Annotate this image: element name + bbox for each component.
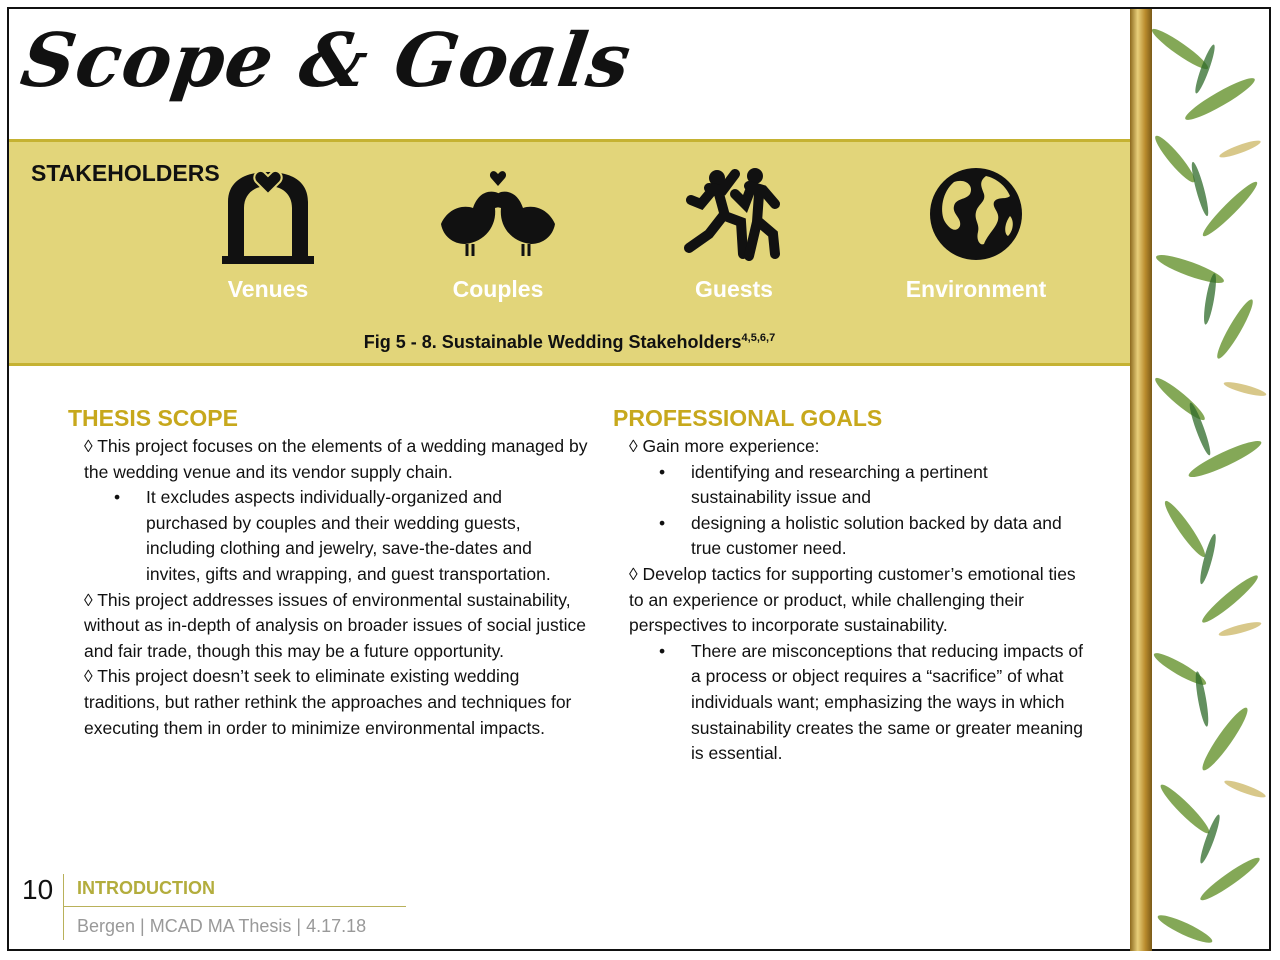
globe-icon — [926, 164, 1026, 264]
thesis-scope-paragraph-1: ◊ This project focuses on the elements of a wedding managed by the wedding venue and its vendor supply chain. — [84, 436, 588, 482]
love-birds-icon — [433, 164, 563, 264]
bullet-text: There are misconceptions that reducing impacts of a process or object requires a “sacrifice” of what individuals want; emphasizing the ways in which sustainability creates the same or greater meaning is essential. — [691, 640, 1084, 764]
wedding-arch-icon — [218, 164, 318, 264]
footer-divider-vertical — [63, 874, 64, 940]
stakeholders-band — [9, 139, 1130, 366]
bullet-text: designing a holistic solution backed by data and true customer need. — [691, 512, 1062, 559]
footer-meta: Bergen | MCAD MA Thesis | 4.17.18 — [77, 916, 367, 936]
bullet-dot: • — [659, 640, 666, 661]
figure-caption — [9, 332, 1130, 353]
bullet-dot: • — [659, 512, 666, 533]
thesis-scope-column — [68, 404, 588, 741]
stakeholder-name: Guests — [695, 276, 773, 302]
bullet-dot: • — [659, 461, 666, 482]
professional-goals-bullet-1 — [613, 460, 1088, 511]
figure-caption-text: Fig 5 - 8. Sustainable Wedding Stakeholders — [363, 332, 742, 352]
professional-goals-paragraph-2: ◊ Develop tactics for supporting customer’s emotional ties to an experience or product, while challenging their perspectives to incorporate sustainability. — [629, 563, 1076, 636]
professional-goals-bullet-2 — [613, 511, 1088, 562]
bullet-dot: • — [114, 487, 121, 508]
dancing-people-icon — [679, 164, 789, 264]
professional-goals-bullet-3 — [613, 639, 1088, 767]
stakeholder-couples — [398, 164, 598, 303]
stakeholder-name: Environment — [905, 276, 1047, 302]
footer-divider-horizontal — [63, 906, 406, 907]
footer-section-label: INTRODUCTION — [77, 878, 215, 898]
leaf-decoration — [1130, 9, 1270, 951]
thesis-scope-paragraph-2: ◊ This project addresses issues of environmental sustainability, without as in-depth of analysis on broader issues of social justice and fair trade, though this may be a future opportunity. — [84, 589, 586, 661]
stakeholder-name: Venues — [227, 276, 309, 302]
professional-goals-column — [613, 404, 1088, 767]
bullet-text: It excludes aspects individually-organized and purchased by couples and their wedding guests, including clothing and jewelry, save-the-dates and invites, gifts and wrapping, and guest transportation. — [146, 487, 551, 584]
professional-goals-paragraph-1: ◊ Gain more experience: — [629, 436, 820, 456]
slide-title: Scope & Goals — [15, 18, 637, 104]
thesis-scope-heading: THESIS SCOPE — [68, 405, 238, 431]
page-number: 10 — [22, 874, 54, 905]
stakeholders-label: STAKEHOLDERS — [31, 160, 220, 186]
thesis-scope-paragraph-3: ◊ This project doesn’t seek to eliminate existing wedding traditions, but rather rethink the approaches and techniques for executing them in order to minimize environmental impacts. — [84, 666, 572, 738]
bullet-text: identifying and researching a pertinent sustainability issue and — [691, 461, 988, 508]
figure-caption-refs: 4,5,6,7 — [741, 332, 776, 344]
professional-goals-heading: PROFESSIONAL GOALS — [613, 405, 883, 431]
stakeholder-guests — [634, 164, 834, 303]
stakeholder-venues — [168, 164, 368, 303]
stakeholder-environment — [876, 164, 1076, 303]
stakeholder-name: Couples — [452, 276, 544, 302]
thesis-scope-bullet-1 — [68, 485, 588, 587]
gold-strip-and-leaves — [1130, 9, 1270, 951]
